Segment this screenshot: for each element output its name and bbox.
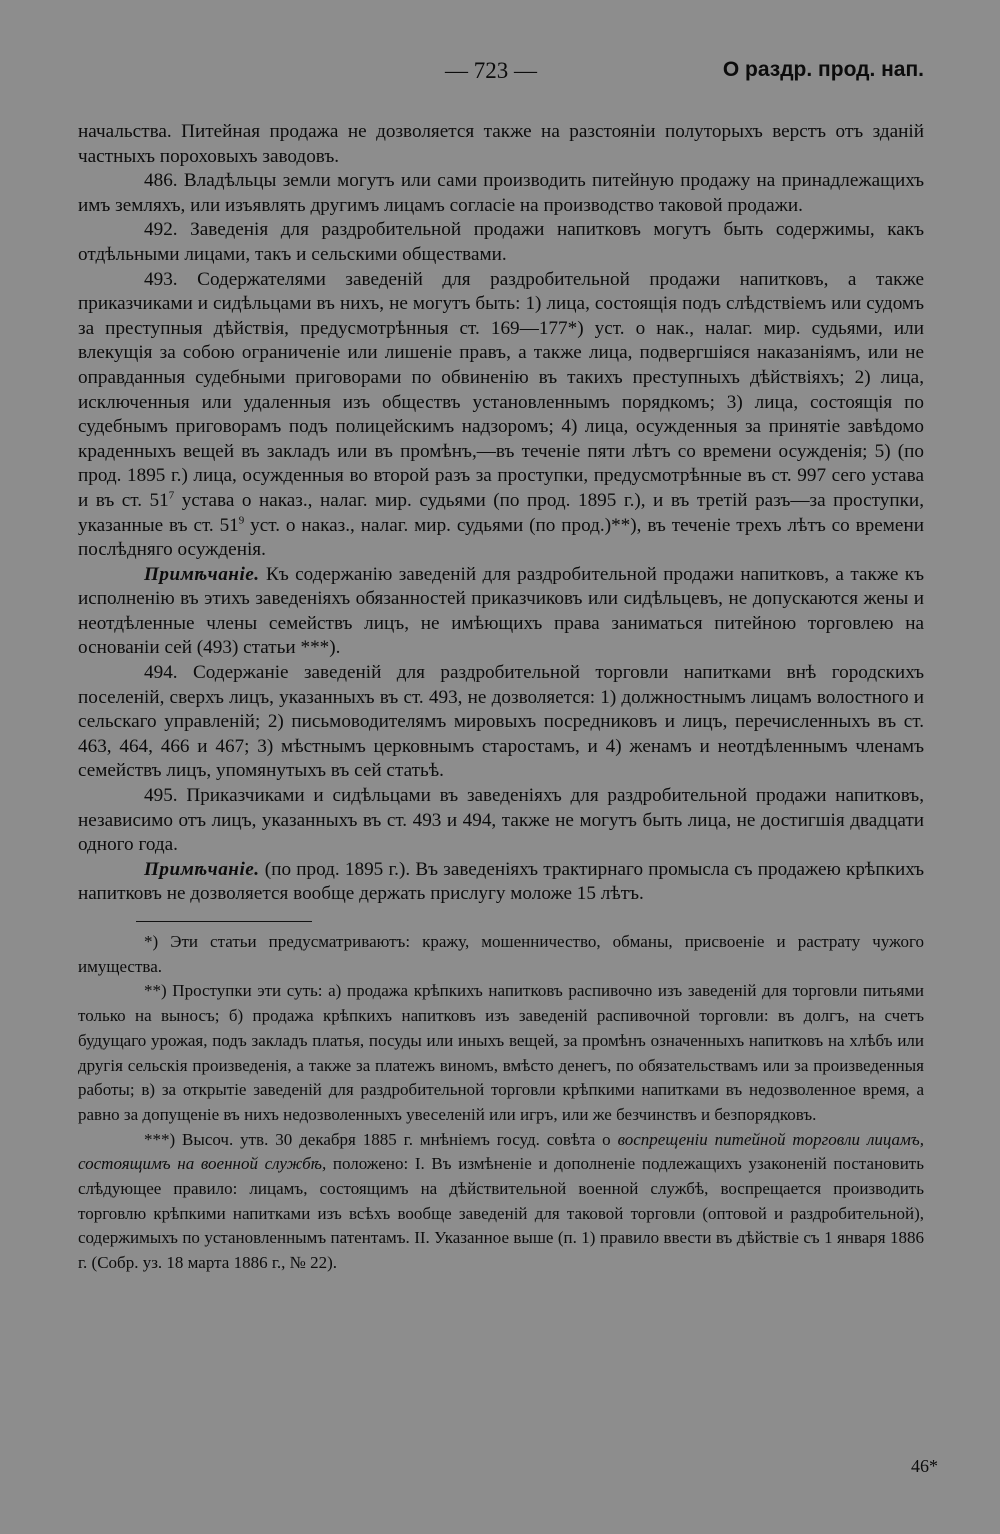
note-495 xyxy=(78,858,924,907)
note-text: Къ содержанію заведеній для раздробительной продажи напитковъ, а также къ исполненію въ этихъ заведеніяхъ обязанностей приказчиковъ или сидѣльцевъ, не допускаются жены и неотдѣленные члены семействъ лицъ, не имѣющихъ права заниматься питейною торговлею на основаніи сей (493) статьи ***). xyxy=(78,563,924,659)
superscript-7: 7 xyxy=(168,489,175,502)
note-493 xyxy=(78,563,924,661)
article-492: 492. Заведенія для раздробительной продажи напитковъ могутъ быть содержимы, какъ отдѣльными лицами, такъ и сельскими обществами. xyxy=(78,219,924,265)
footnote-3-italic: воспрещеніи питейной торговли лицамъ, состоящимъ на военной службѣ, xyxy=(78,1129,924,1174)
article-493-part-c: уст. о наказ., налаг. мир. судьями (по прод.)**), въ теченіе трехъ лѣтъ со времени послѣдняго осужденія. xyxy=(78,514,924,561)
article-494: 494. Содержаніе заведеній для раздробительной торговли напитками внѣ городскихъ поселеній, сверхъ лицъ, указанныхъ въ ст. 493, не дозволяется: 1) должностнымъ лицамъ волостного и сельскаго управленій; 2) письмоводителямъ мировыхъ посредниковъ и лицъ, перечисленныхъ въ ст. 463, 464, 466 и 467; 3) мѣстнымъ церковнымъ старостамъ, и 4) женамъ и неотдѣленнымъ членамъ семействъ лицъ, упомянутыхъ въ сей статьѣ. xyxy=(78,662,924,782)
main-text xyxy=(78,120,924,907)
footnotes xyxy=(78,930,924,1276)
article-486: 486. Владѣльцы земли могутъ или сами производить питейную продажу на принадлежащихъ имъ земляхъ, или изъявлять другимъ лицамъ согласіе на производство таковой продажи. xyxy=(78,170,924,216)
article-493-part-a: 493. Содержателями заведеній для раздробительной продажи напитковъ, а также приказчиками и сидѣльцами въ нихъ, не могутъ быть: 1) лица, состоящія подъ слѣдствіемъ или судомъ за преступныя дѣйствія, предусмотрѣнныя ст. 169—177*) уст. о нак., налаг. мир. судьями, или влекущія за собою ограниченіе или лишеніе правъ, а также лица, подвергшіяся наказаніямъ, или не оправданныя судебными приговорами по обвиненію въ такихъ преступныхъ дѣйствіяхъ; 2) лица, исключенныя или удаленныя изъ обществъ установленнымъ порядкомъ; 3) лица, состоящія по судебнымъ приговорамъ подъ полицейскимъ надзоромъ; 4) лица, осужденныя за принятіе завѣдомо краденныхъ вещей въ закладъ или въ промѣнъ,—въ теченіе пяти лѣтъ со времени осужденія; 5) (по прод. 1895 г.) лица, осужденныя во второй разъ за проступки, предусмотрѣнные въ ст. 997 сего устава и въ ст. 51 xyxy=(78,268,924,511)
note-label: Примѣчаніе. xyxy=(144,563,260,585)
footnote-3-part-a: ***) Высоч. утв. 30 декабря 1885 г. мнѣніемъ госуд. совѣта о xyxy=(144,1129,618,1149)
article-493-part-b: устава о наказ., налаг. мир. судьями (по прод. 1895 г.), и въ третій разъ—за проступки, указанные въ ст. 51 xyxy=(78,489,924,536)
book-page xyxy=(78,58,924,1276)
footnote-3-part-b: положено: I. Въ измѣненіе и дополненіе подлежащихъ узаконеній постановить слѣдующее правило: лицамъ, состоящимъ на дѣйствительной военной службѣ, воспрещается производить торговлю крѣпкими напитками изъ всѣхъ вообще заведеній для таковой торговли (оптовой и раздробительной), содержимыхъ по установленнымъ патентамъ. II. Указанное выше (п. 1) правило ввести въ дѣйствіе съ 1 января 1886 г. (Собр. уз. 18 марта 1886 г., № 22). xyxy=(78,1154,924,1273)
page-number: — 723 — xyxy=(445,58,537,83)
signature-mark: 46* xyxy=(911,1456,938,1476)
section-title: О раздр. прод. нап. xyxy=(722,58,924,81)
footnote-divider xyxy=(136,921,312,922)
article-493 xyxy=(78,268,924,563)
running-head xyxy=(78,58,924,94)
footnote-3 xyxy=(78,1128,924,1276)
superscript-9: 9 xyxy=(238,514,245,527)
footnote-2: **) Проступки эти суть: а) продажа крѣпкихъ напитковъ распивочно изъ заведеній для торговли питьями только на выносъ; б) продажа крѣпкихъ напитковъ изъ заведеній распивочной торговли: въ долгъ, на счетъ будущаго урожая, подъ закладъ платья, посуды или иныхъ вещей, за промѣнъ означенныхъ напитковъ на хлѣбъ или другія сельскія произведенія, а также за платежъ виномъ, вмѣсто денегъ, по обязательствамъ или за произведенныя работы; в) за открытіе заведеній для раздробительной торговли крѣпкими напитками въ недозволенное время, а равно за допущеніе въ нихъ недозволенныхъ увеселеній или игръ, или же безчинствъ и безпорядковъ. xyxy=(78,981,924,1124)
paragraph-continued: начальства. Питейная продажа не дозволяется также на разстояніи полуторыхъ верстъ отъ зданій частныхъ пороховыхъ заводовъ. xyxy=(78,121,924,167)
note-text: (по прод. 1895 г.). Въ заведеніяхъ трактирнаго промысла съ продажею крѣпкихъ напитковъ не дозволяется вообще держать прислугу моложе 15 лѣтъ. xyxy=(78,858,924,905)
note-label: Примѣчаніе. xyxy=(144,858,260,880)
footnote-1: *) Эти статьи предусматриваютъ: кражу, мошенничество, обманы, присвоеніе и растрату чужого имущества. xyxy=(78,932,924,976)
article-495: 495. Приказчиками и сидѣльцами въ заведеніяхъ для раздробительной продажи напитковъ, независимо отъ лицъ, указанныхъ въ ст. 493 и 494, также не могутъ быть лица, не достигшія двадцати одного года. xyxy=(78,785,924,856)
